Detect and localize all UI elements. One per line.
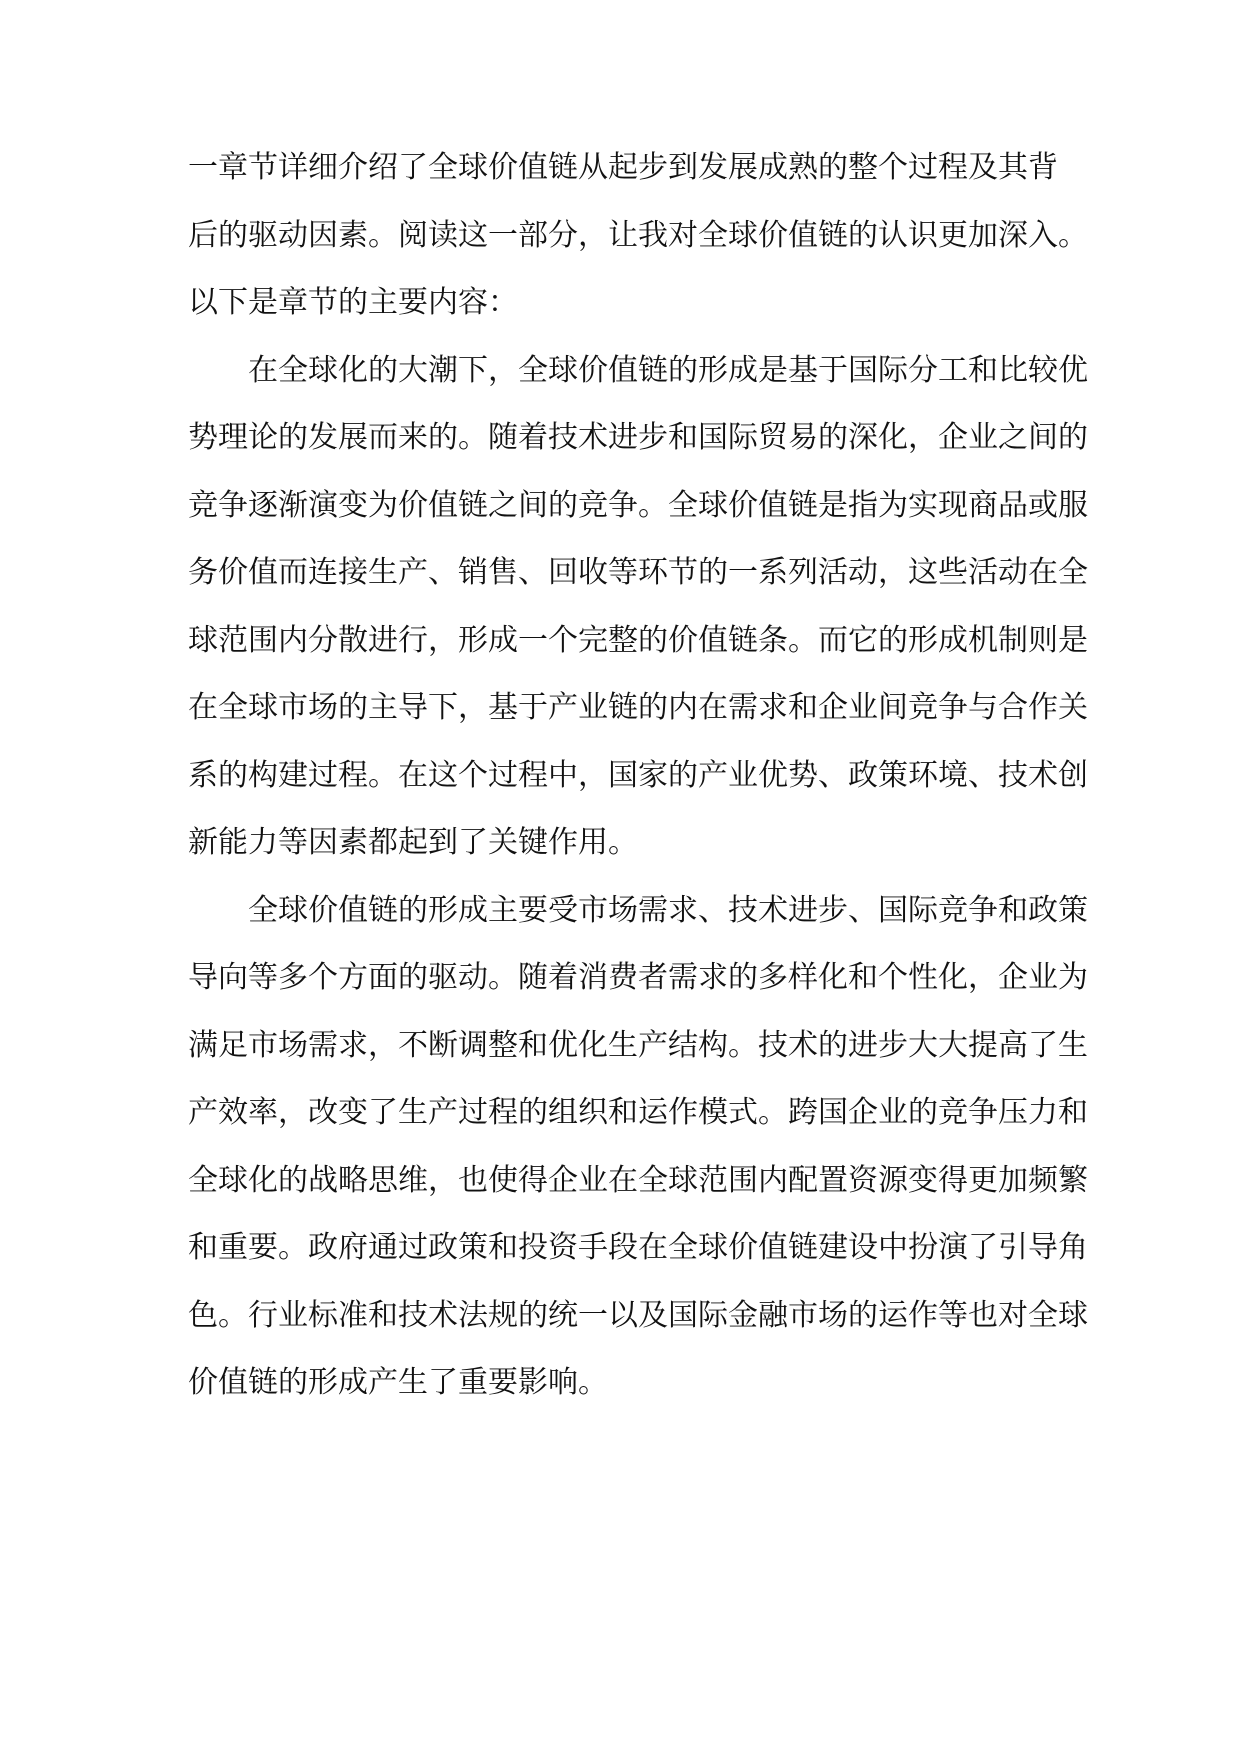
text-line: 导向等多个方面的驱动。随着消费者需求的多样化和个性化，企业为 bbox=[188, 960, 1088, 995]
text-line: 务价值而连接生产、销售、回收等环节的一系列活动，这些活动在全 bbox=[188, 555, 1088, 590]
text-line: 在全球市场的主导下，基于产业链的内在需求和企业间竞争与合作关 bbox=[188, 690, 1088, 725]
text-line: 产效率，改变了生产过程的组织和运作模式。跨国企业的竞争压力和 bbox=[188, 1095, 1088, 1130]
text-line: 新能力等因素都起到了关键作用。 bbox=[188, 825, 638, 860]
text-line: 价值链的形成产生了重要影响。 bbox=[188, 1365, 608, 1400]
text-line: 一章节详细介绍了全球价值链从起步到发展成熟的整个过程及其背 bbox=[188, 150, 1058, 185]
text-line: 球范围内分散进行，形成一个完整的价值链条。而它的形成机制则是 bbox=[188, 622, 1088, 658]
body-text bbox=[188, 148, 1088, 1431]
text-line: 全球化的战略思维，也使得企业在全球范围内配置资源变得更加频繁 bbox=[188, 1162, 1088, 1198]
text-line: 势理论的发展而来的。随着技术进步和国际贸易的深化，企业之间的 bbox=[188, 420, 1088, 455]
text-line: 竞争逐渐演变为价值链之间的竞争。全球价值链是指为实现商品或服 bbox=[188, 487, 1088, 523]
text-line: 满足市场需求，不断调整和优化生产结构。技术的进步大大提高了生 bbox=[188, 1027, 1088, 1063]
text-line: 色。行业标准和技术法规的统一以及国际金融市场的运作等也对全球 bbox=[188, 1297, 1088, 1333]
paragraph-first-line: 在全球化的大潮下，全球价值链的形成是基于国际分工和比较优 bbox=[248, 352, 1088, 388]
text-line: 以下是章节的主要内容： bbox=[188, 285, 518, 320]
text-line: 系的构建过程。在这个过程中，国家的产业优势、政策环境、技术创 bbox=[188, 757, 1088, 793]
text-line: 和重要。政府通过政策和投资手段在全球价值链建设中扮演了引导角 bbox=[188, 1230, 1088, 1265]
paragraph-first-line: 全球价值链的形成主要受市场需求、技术进步、国际竞争和政策 bbox=[248, 892, 1088, 928]
text-line: 后的驱动因素。阅读这一部分，让我对全球价值链的认识更加深入。 bbox=[188, 217, 1088, 253]
